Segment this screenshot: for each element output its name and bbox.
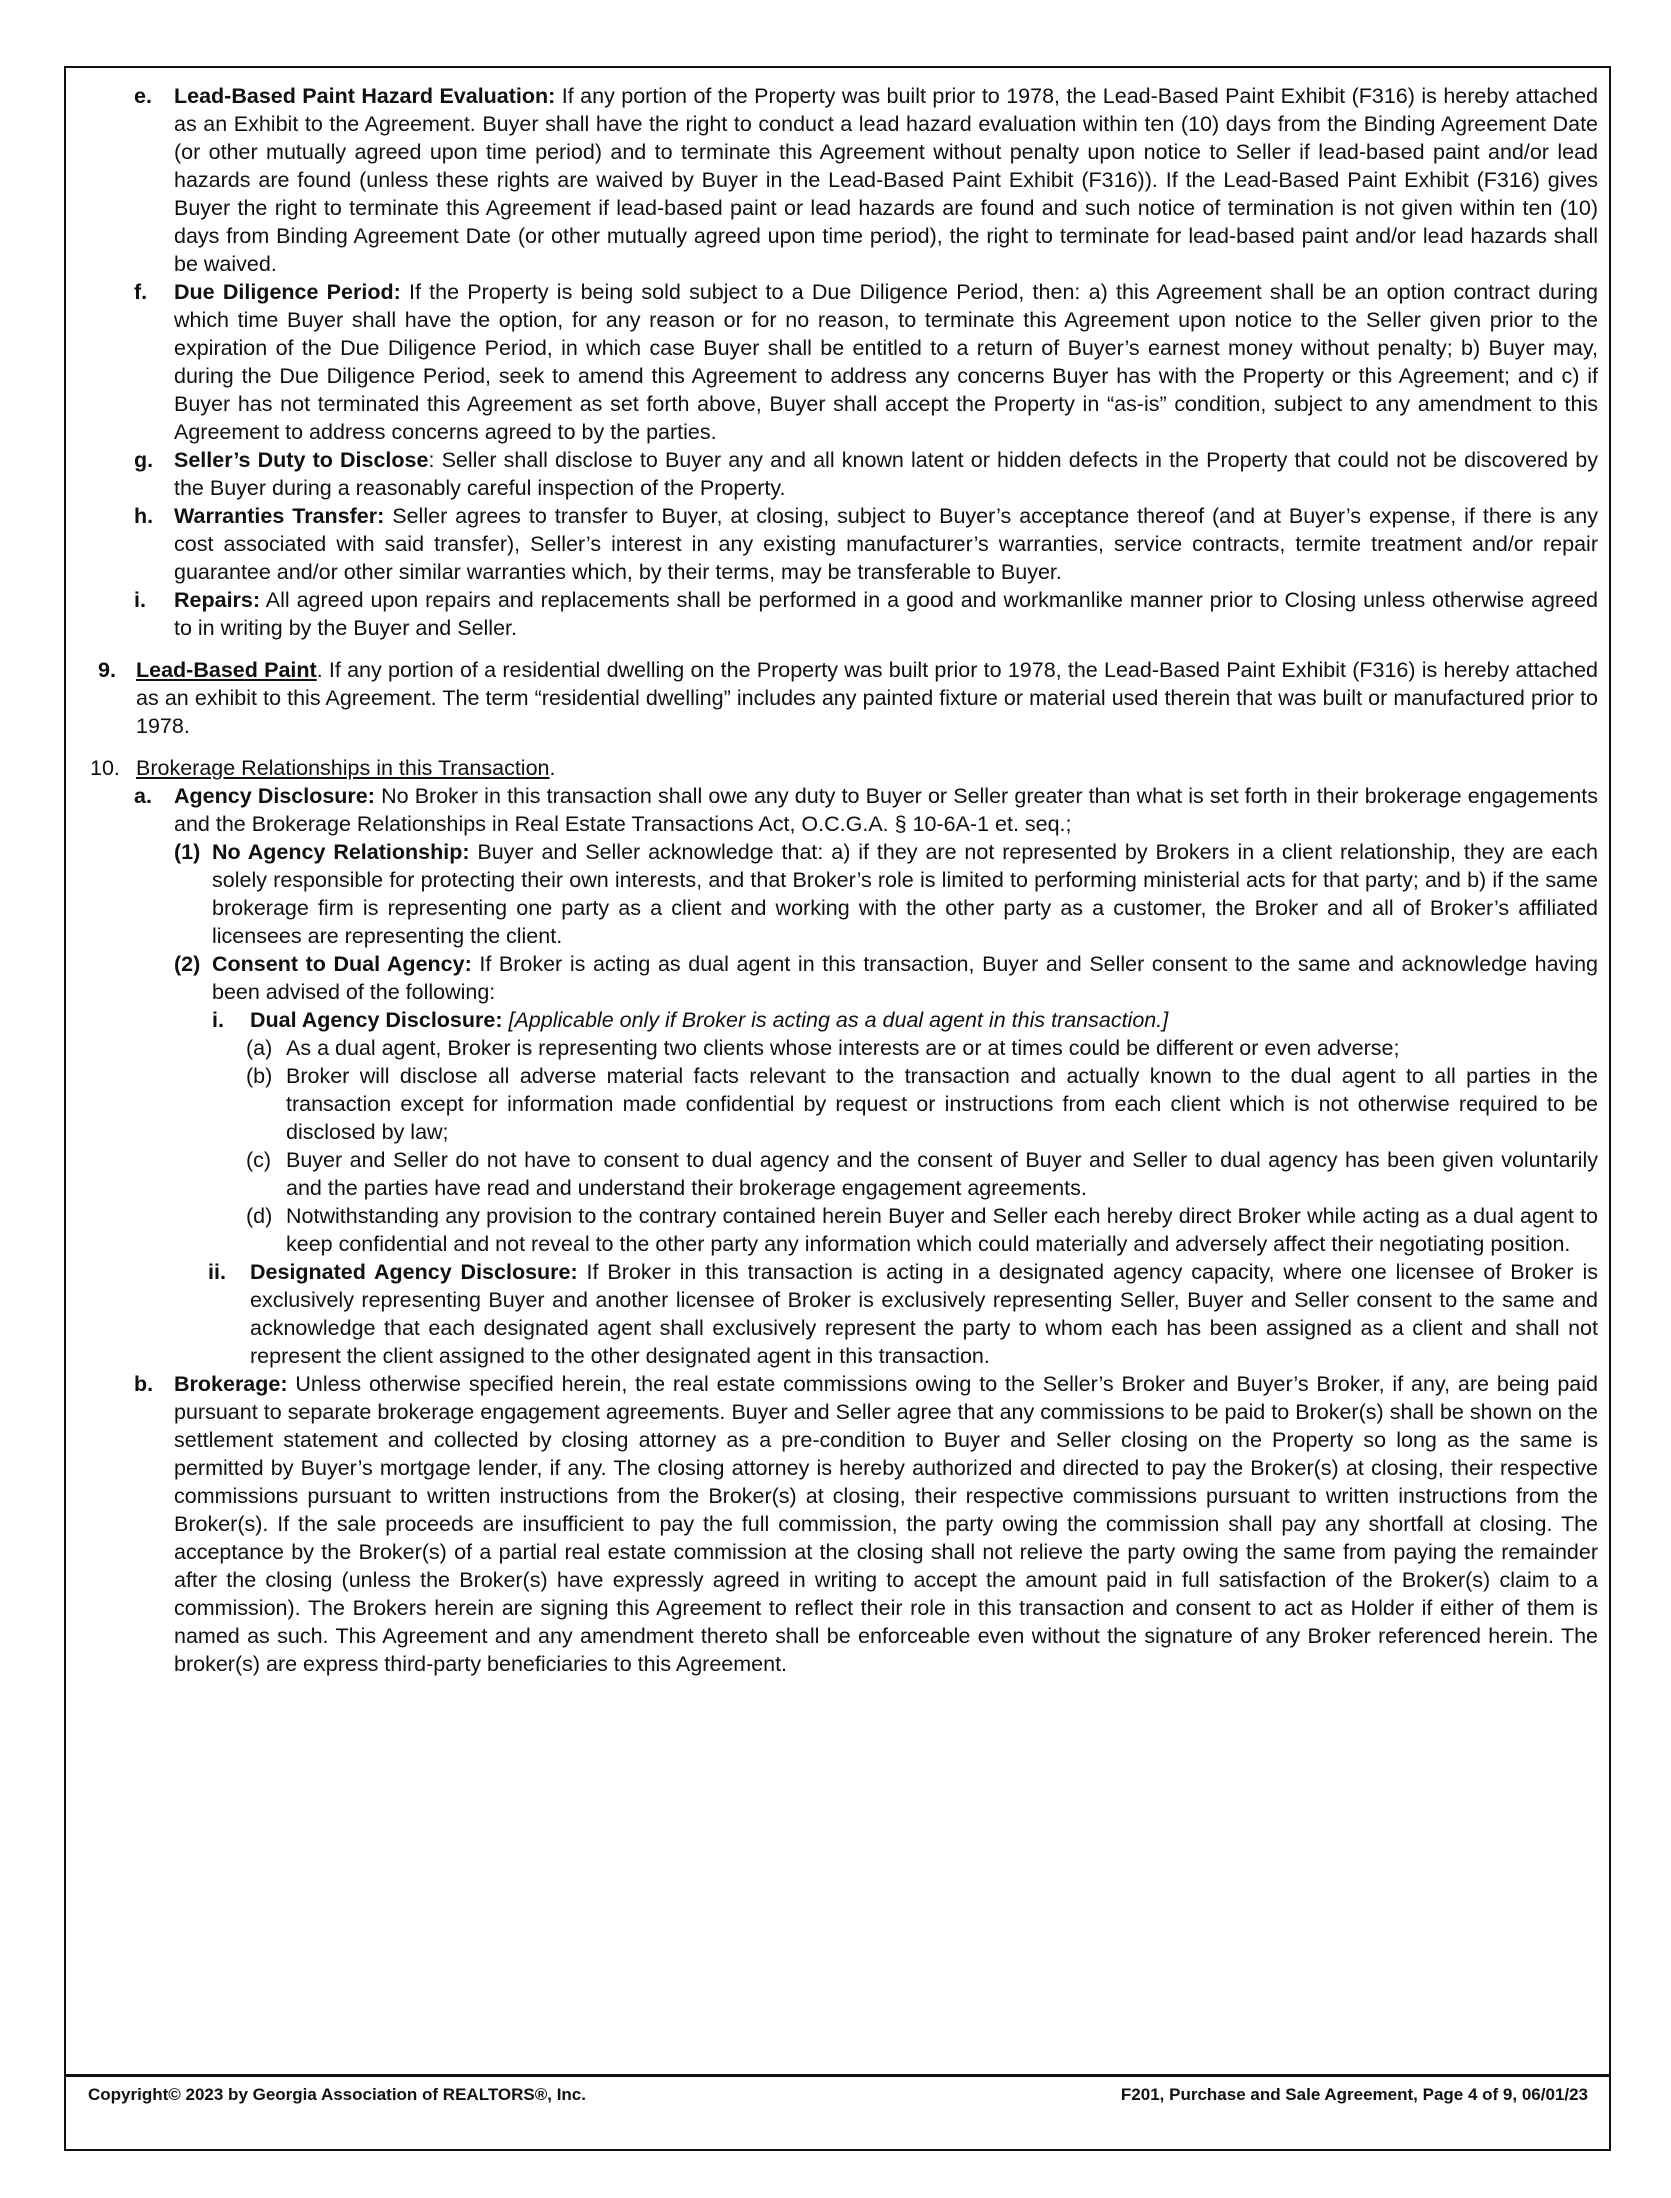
item-text: : Seller shall disclose to Buyer any and all known latent or hidden defects in the Property that could not be discovered by the Buyer during a reasonably careful inspection of the Property. bbox=[174, 448, 1598, 500]
section-9 bbox=[90, 656, 1598, 740]
item-heading: Lead-Based Paint Hazard Evaluation: bbox=[174, 84, 556, 108]
section-heading: Brokerage Relationships in this Transaction bbox=[136, 756, 550, 780]
section-text: . If any portion of a residential dwelling on the Property was built prior to 1978, the Lead-Based Paint Exhibit (F316) is hereby attached as an exhibit to this Agreement. The term “residential dwelling” includes any painted fixture or material used therein that was built or manufactured prior to 1978. bbox=[136, 658, 1598, 738]
section-8i bbox=[90, 586, 1598, 642]
dual-agency-item-d bbox=[90, 1202, 1598, 1258]
item-label: (a) bbox=[246, 1036, 273, 1060]
item-label: (d) bbox=[246, 1204, 273, 1228]
item-heading: Due Diligence Period: bbox=[174, 280, 401, 304]
section-8h bbox=[90, 502, 1598, 586]
item-heading: Designated Agency Disclosure: bbox=[250, 1260, 578, 1284]
section-number: 10. bbox=[90, 756, 120, 780]
section-10 bbox=[90, 754, 1598, 782]
item-label: (c) bbox=[246, 1148, 272, 1172]
item-text: Seller agrees to transfer to Buyer, at closing, subject to Buyer’s acceptance thereof (and at Buyer’s expense, if there is any cost associated with said transfer), Seller’s interest in any existing manufacturer’s warranties, service contracts, termite treatment and/or repair guarantee and/or other similar warranties which, by their terms, may be transferable to Buyer. bbox=[174, 504, 1598, 584]
item-label: b. bbox=[134, 1372, 154, 1396]
item-text: Broker will disclose all adverse material facts relevant to the transaction and actually known to the dual agent to all parties in the transaction except for information made confidential by request or instructions from each client which is not otherwise required to be disclosed by law; bbox=[286, 1064, 1598, 1144]
dual-agency-disclosure bbox=[90, 1006, 1598, 1034]
item-text: Buyer and Seller acknowledge that: a) if they are not represented by Brokers in a client relationship, they are each solely responsible for protecting their own interests, and that Broker’s role is limited to performing ministerial acts for that party; and b) if the same brokerage firm is representing one party as a client and working with the other party as a customer, the Broker and all of Broker’s affiliated licensees are representing the client. bbox=[212, 840, 1598, 948]
footer-rule bbox=[66, 2074, 1609, 2077]
designated-agency-disclosure bbox=[90, 1258, 1598, 1370]
item-heading: Agency Disclosure: bbox=[174, 784, 375, 808]
item-heading: Seller’s Duty to Disclose bbox=[174, 448, 429, 472]
section-heading: Lead-Based Paint bbox=[136, 658, 317, 682]
dual-agency-item-c bbox=[90, 1146, 1598, 1202]
item-text: If Broker is acting as dual agent in this transaction, Buyer and Seller consent to the same and acknowledge having been advised of the following: bbox=[212, 952, 1598, 1004]
item-text: If the Property is being sold subject to a Due Diligence Period, then: a) this Agreement shall be an option contract during which time Buyer shall have the option, for any reason or for no reason, to terminate this Agreement upon notice to the Seller given prior to the expiration of the Due Diligence Period, in which case Buyer shall be entitled to a return of Buyer’s earnest money without penalty; b) Buyer may, during the Due Diligence Period, seek to amend this Agreement to address any concerns Buyer has with the Property or this Agreement; and c) if Buyer has not terminated this Agreement as set forth above, Buyer shall accept the Property in “as-is” condition, subject to any amendment to this Agreement to address concerns agreed to by the parties. bbox=[174, 280, 1598, 444]
item-label: g. bbox=[134, 448, 154, 472]
dual-agency-item-a bbox=[90, 1034, 1598, 1062]
item-label: (b) bbox=[246, 1064, 273, 1088]
item-label: f. bbox=[134, 280, 148, 304]
item-heading: Repairs: bbox=[174, 588, 261, 612]
item-heading: Dual Agency Disclosure: bbox=[250, 1008, 503, 1032]
item-text: If any portion of the Property was built prior to 1978, the Lead-Based Paint Exhibit (F316) is hereby attached as an Exhibit to the Agreement. Buyer shall have the right to conduct a lead hazard evaluation within ten (10) days from the Binding Agreement Date (or other mutually agreed upon time period) and to terminate this Agreement without penalty upon notice to Seller if lead-based paint and/or lead hazards are found (unless these rights are waived by Buyer in the Lead-Based Paint Exhibit (F316)). If the Lead-Based Paint Exhibit (F316) gives Buyer the right to terminate this Agreement if lead-based paint or lead hazards are found and such notice of termination is not given within ten (10) days from Binding Agreement Date (or other mutually agreed upon time period), the right to terminate for lead-based paint and/or lead hazards shall be waived. bbox=[174, 84, 1598, 276]
item-heading: No Agency Relationship: bbox=[212, 840, 470, 864]
item-text: Unless otherwise specified herein, the real estate commissions owing to the Seller’s Broker and Buyer’s Broker, if any, are being paid pursuant to separate brokerage engagement agreements. Buyer and Seller agree that any commissions to be paid to Broker(s) shall be shown on the settlement statement and collected by closing attorney as a pre-condition to Buyer and Seller closing on the Property so long as the same is permitted by Buyer’s mortgage lender, if any. The closing attorney is hereby authorized and directed to pay the Broker(s) at closing, their respective commissions pursuant to written instructions from the Broker(s) at closing, their respective commissions pursuant to written instructions from the Broker(s). If the sale proceeds are insufficient to pay the full commission, the party owing the commission shall pay any shortfall at closing. The acceptance by the Broker(s) of a partial real estate commission at the closing shall not relieve the party owing the same from paying the remainder after the closing (unless the Broker(s) have expressly agreed in writing to accept the amount paid in full satisfaction of the Broker(s) claim to a commission). The Brokers herein are signing this Agreement to reflect their role in this transaction and consent to act as Holder if either of them is named as such. This Agreement and any amendment thereto shall be enforceable even without the signature of any Broker referenced herein. The broker(s) are express third-party beneficiaries to this Agreement. bbox=[174, 1372, 1598, 1676]
item-heading: Consent to Dual Agency: bbox=[212, 952, 472, 976]
item-text: Notwithstanding any provision to the contrary contained herein Buyer and Seller each hereby direct Broker while acting as a dual agent to keep confidential and not reveal to the other party any information which could materially and adversely affect their negotiating position. bbox=[286, 1204, 1598, 1256]
no-agency-relationship bbox=[90, 838, 1598, 950]
section-8e bbox=[90, 82, 1598, 278]
document-body bbox=[90, 82, 1598, 1678]
item-text: As a dual agent, Broker is representing two clients whose interests are or at times could be different or even adverse; bbox=[286, 1036, 1400, 1060]
section-10a bbox=[90, 782, 1598, 838]
item-label: i. bbox=[212, 1008, 224, 1032]
item-label: e. bbox=[134, 84, 152, 108]
item-label: (1) bbox=[174, 840, 201, 864]
consent-to-dual-agency bbox=[90, 950, 1598, 1006]
section-8g bbox=[90, 446, 1598, 502]
section-10b bbox=[90, 1370, 1598, 1678]
item-label: a. bbox=[134, 784, 152, 808]
form-page-info: F201, Purchase and Sale Agreement, Page 4 of 9, 06/01/23 bbox=[1120, 2085, 1588, 2104]
item-heading: Brokerage: bbox=[174, 1372, 288, 1396]
copyright-notice: Copyright© 2023 by Georgia Association of REALTORS®, Inc. bbox=[88, 2085, 586, 2104]
section-8f bbox=[90, 278, 1598, 446]
item-label: i. bbox=[134, 588, 146, 612]
section-text: . bbox=[549, 756, 556, 780]
dual-agency-item-b bbox=[90, 1062, 1598, 1146]
item-label: h. bbox=[134, 504, 154, 528]
section-number: 9. bbox=[98, 658, 116, 682]
item-text: No Broker in this transaction shall owe any duty to Buyer or Seller greater than what is set forth in their brokerage engagements and the Brokerage Relationships in Real Estate Transactions Act, O.C.G.A. § 10-6A-1 et. seq.; bbox=[174, 784, 1598, 836]
item-heading: Warranties Transfer: bbox=[174, 504, 385, 528]
item-note: [Applicable only if Broker is acting as a dual agent in this transaction.] bbox=[508, 1008, 1169, 1032]
item-label: ii. bbox=[208, 1260, 226, 1284]
item-text: If Broker in this transaction is acting in a designated agency capacity, where one licensee of Broker is exclusively representing Buyer and another licensee of Broker is exclusively representing Seller, Buyer and Seller consent to the same and acknowledge that each designated agent shall exclusively represent the party to whom each has been assigned as a client and shall not represent the client assigned to the other designated agent in this transaction. bbox=[250, 1260, 1598, 1368]
item-text: All agreed upon repairs and replacements shall be performed in a good and workmanlike manner prior to Closing unless otherwise agreed to in writing by the Buyer and Seller. bbox=[174, 588, 1598, 640]
item-label: (2) bbox=[174, 952, 201, 976]
item-text: Buyer and Seller do not have to consent to dual agency and the consent of Buyer and Seller to dual agency has been given voluntarily and the parties have read and understand their brokerage engagement agreements. bbox=[286, 1148, 1598, 1200]
